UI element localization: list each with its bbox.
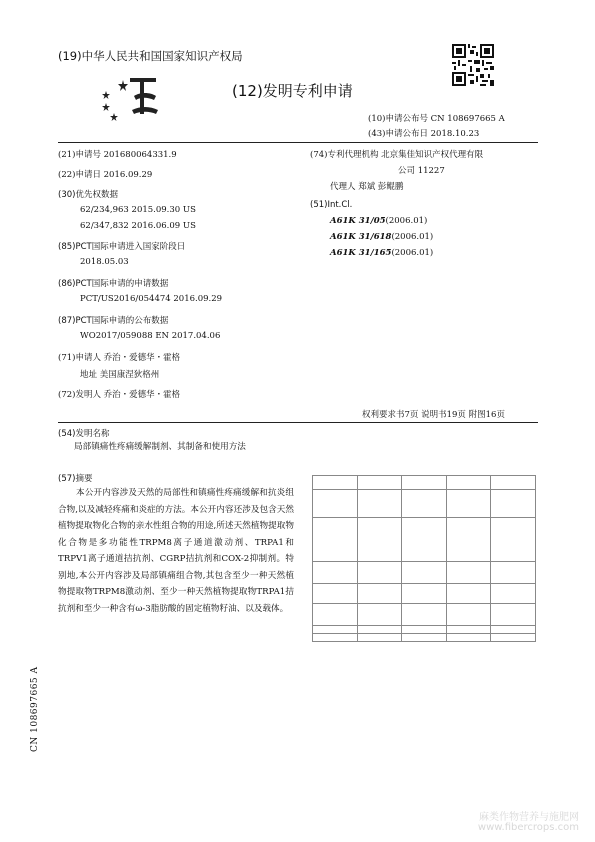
- ipc-version: (2006.01): [385, 216, 428, 226]
- applicant: (71)申请人 乔治・爱德华・霍格: [58, 353, 181, 363]
- abstract-figure-table: [312, 475, 536, 642]
- side-publication-number: CN 108697665 A: [30, 666, 40, 752]
- abstract-text: 本公开内容涉及天然的局部性和镇痛性疼痛缓解和抗炎组合物,以及减轻疼痛和炎症的方法。本公开内容还涉及包含天然植物提取物化合物的亲水性组合物的用途,所述天然植物提取物化合物是多功能性TRPM8离子通道激动剂、TRPA1和TRPV1离子通道拮抗剂、CGRP拮抗剂和COX-2抑制剂。特别地,本公开内容涉及局部镇痛组合物,其包含至少一种天然植物提取物TRPM8激动剂、至少一种天然植物提取物TRPA1拮抗剂和至少一种含有ω-3脂肪酸的固定植物籽油、以及载体。: [58, 488, 294, 614]
- ipc-code: A61K 31/618: [330, 232, 392, 242]
- application-number: (21)申请号 201680064331.9: [58, 150, 177, 160]
- document-type: (12)发明专利申请: [232, 82, 353, 100]
- pct-entry-label: (85)PCT国际申请进入国家阶段日: [58, 242, 186, 252]
- patent-agency: (74)专利代理机构 北京集佳知识产权代理有限: [310, 150, 484, 160]
- patent-agent: 代理人 郑斌 彭鲲鹏: [330, 182, 404, 192]
- application-date: (22)申请日 2016.09.29: [58, 170, 153, 180]
- cnipa-emblem-icon: [96, 74, 162, 122]
- pct-application-label: (86)PCT国际申请的申请数据: [58, 279, 169, 289]
- publication-date: (43)申请公布日 2018.10.23: [368, 129, 480, 139]
- title-label: (54)发明名称: [58, 429, 110, 439]
- ipc-version: (2006.01): [391, 248, 434, 258]
- invention-title: 局部镇痛性疼痛缓解制剂、其制备和使用方法: [74, 442, 246, 452]
- watermark-url: www.fibercrops.com: [477, 822, 579, 833]
- intcl-label: (51)Int.Cl.: [310, 200, 353, 210]
- watermark-line: 麻类作物营养与施肥网: [479, 812, 579, 823]
- section-rule: [58, 422, 538, 423]
- priority-label: (30)优先权数据: [58, 190, 118, 200]
- ipc-entry: [330, 248, 433, 258]
- ipc-entry: [330, 216, 427, 226]
- priority-entry: 62/347,832 2016.06.09 US: [80, 221, 196, 231]
- ipc-code: A61K 31/165: [330, 248, 392, 258]
- pct-entry-date: 2018.05.03: [80, 257, 129, 267]
- header-rule: [58, 142, 538, 143]
- address: 地址 美国康涅狄格州: [80, 370, 160, 380]
- ipc-version: (2006.01): [391, 232, 434, 242]
- office-name: (19)中华人民共和国国家知识产权局: [58, 49, 243, 63]
- priority-entry: 62/234,963 2015.09.30 US: [80, 205, 196, 215]
- patent-agency-cont: 公司 11227: [398, 166, 445, 176]
- qr-code: [452, 44, 494, 86]
- pct-publication-label: (87)PCT国际申请的公布数据: [58, 316, 169, 326]
- pct-publication-value: WO2017/059088 EN 2017.04.06: [80, 331, 221, 341]
- inventor: (72)发明人 乔治・爱德华・霍格: [58, 390, 181, 400]
- publication-number: (10)申请公布号 CN 108697665 A: [368, 114, 505, 124]
- page-counts: 权利要求书7页 说明书19页 附图16页: [362, 410, 505, 420]
- ipc-code: A61K 31/05: [330, 216, 386, 226]
- abstract-label: (57)摘要: [58, 474, 93, 484]
- ipc-entry: [330, 232, 433, 242]
- pct-application-value: PCT/US2016/054474 2016.09.29: [80, 294, 223, 304]
